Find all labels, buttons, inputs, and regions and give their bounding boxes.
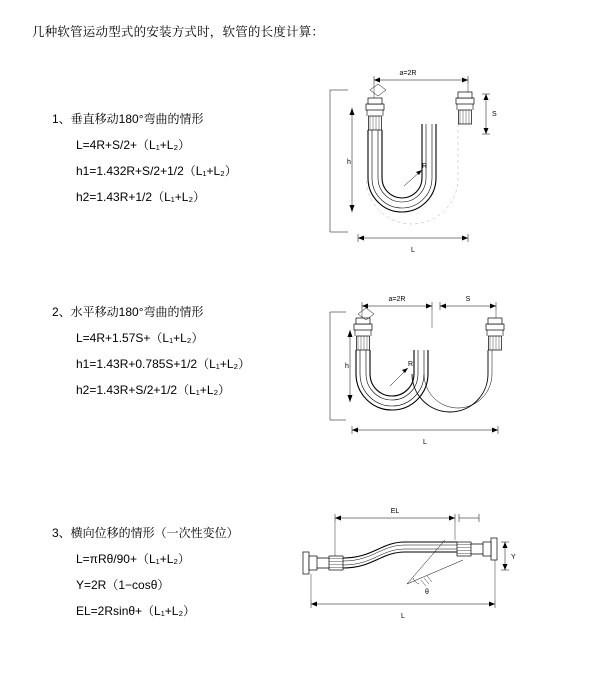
label-angle: θ [425,589,429,596]
page-title: 几种软管运动型式的安装方式时，软管的长度计算： [32,25,325,39]
section-1 [52,110,237,214]
section-2 [52,303,250,407]
section-3-formula-3: EL=2Rsinθ+（L₁+L₂） [76,604,196,618]
section-2-formula-1: L=4R+1.57S+（L₁+L₂） [76,331,204,345]
section-2-heading: 2、水平移动180°弯曲的情形 [52,305,204,319]
label-top-dim: a=2R [399,70,417,77]
section-2-formula-3: h2=1.43R+S/2+1/2（L₁+L₂） [76,383,231,397]
label-top-dim: EL [390,508,400,515]
section-3-formula-2: Y=2R（1−cosθ） [76,578,170,592]
section-1-formula-3: h2=1.43R+1/2（L₁+L₂） [76,190,206,204]
vertical-180-bend-diagram [318,62,528,262]
horizontal-180-bend-diagram [318,290,528,450]
label-height-dim: h [347,159,351,166]
label-right-dim: Y [511,554,516,561]
section-3 [52,524,239,628]
label-radius: R [408,361,414,368]
section-3-heading: 3、横向位移的情形（一次性变位） [52,526,239,540]
label-height-dim: h [345,363,349,370]
label-top-dim-2: S [465,296,471,303]
section-1-heading: 1、垂直移动180°弯曲的情形 [52,112,204,126]
label-bottom: L [423,439,427,446]
label-bottom: L [401,613,405,620]
lateral-offset-diagram [295,500,535,635]
section-2-formula-2: h1=1.43R+0.785S+1/2（L₁+L₂） [76,357,251,371]
label-radius: R [422,163,428,170]
label-bottom: L [411,247,415,254]
section-1-formula-1: L=4R+S/2+（L₁+L₂） [76,138,191,152]
label-top-dim: a=2R [388,296,406,303]
section-3-formula-1: L=πRθ/90+（L₁+L₂） [76,552,191,566]
label-right-dim: S [492,111,497,118]
section-1-formula-2: h1=1.432R+S/2+1/2（L₁+L₂） [76,164,237,178]
